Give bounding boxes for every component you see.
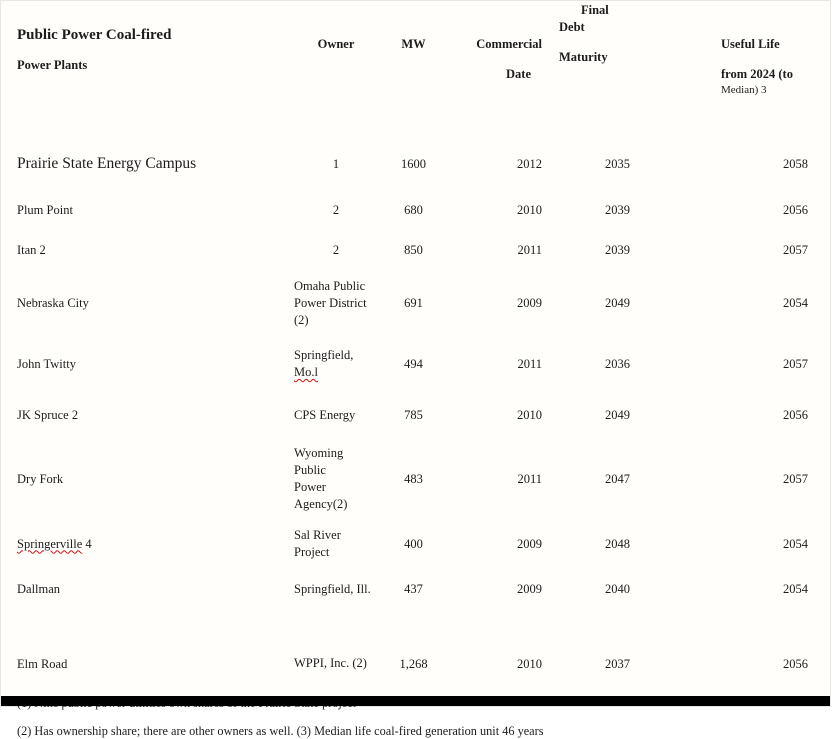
useful-life-header-line3: Median) 3 <box>721 84 767 96</box>
table-subtitle: Power Plants <box>17 58 88 72</box>
mw-header-label: MW <box>401 37 426 51</box>
cell-owner: 2 <box>332 242 340 257</box>
cell-debt-maturity: 2036 <box>605 356 630 371</box>
cell-commercial-date: 2012 <box>517 156 542 171</box>
cell-commercial-date: 2009 <box>517 295 542 310</box>
commercial-header-label: Commercial <box>476 37 542 51</box>
useful-life-header-line2: from 2024 (to <box>721 67 793 81</box>
cell-commercial-date: 2010 <box>517 202 542 217</box>
cell-plant: Nebraska City <box>17 295 89 310</box>
useful-life-header-label: Useful Life <box>721 37 780 51</box>
cell-mw: 483 <box>404 471 423 486</box>
cell-plant: Dry Fork <box>17 471 64 486</box>
maturity-header-label: Maturity <box>559 50 608 64</box>
cell-useful-life: 2054 <box>783 581 808 596</box>
table-row <box>1 392 832 438</box>
bottom-black-bar <box>1 696 830 706</box>
cell-debt-maturity: 2049 <box>605 407 630 422</box>
col-header-power-plants <box>1 1 281 138</box>
cell-owner: CPS Energy <box>294 407 356 422</box>
final-header-label: Final <box>581 3 609 17</box>
cell-owner <box>281 270 391 336</box>
table-row <box>1 138 832 190</box>
table-header <box>1 1 832 138</box>
cell-plant <box>1 520 281 568</box>
table-body <box>1 138 832 684</box>
owner-line: Sal River <box>294 528 341 542</box>
cell-plant: Prairie State Energy Campus <box>17 155 197 172</box>
cell-commercial-date: 2011 <box>517 356 542 371</box>
plant-name-suffix: 4 <box>82 536 92 551</box>
footnote-2: (2) Has ownership share; there are other owners as well. (3) Median life coal-fired generation unit 46 years <box>17 724 544 738</box>
cell-debt-maturity: 2048 <box>605 536 630 551</box>
owner-line: Power <box>294 480 326 494</box>
owner-line: Wyoming <box>294 446 344 460</box>
owner-line: Public <box>294 463 326 477</box>
cell-owner: 2 <box>332 202 340 217</box>
col-header-final-debt-maturity <box>546 1 636 138</box>
cell-commercial-date: 2011 <box>517 242 542 257</box>
cell-debt-maturity: 2039 <box>605 242 630 257</box>
table-row <box>1 568 832 610</box>
table-row <box>1 438 832 520</box>
debt-header-label: Debt <box>559 20 585 34</box>
cell-useful-life: 2056 <box>783 407 808 422</box>
plant-name-misspelled: Springerville <box>17 536 83 551</box>
cell-mw: 400 <box>404 536 423 551</box>
cell-plant: Elm Road <box>17 657 68 671</box>
cell-debt-maturity: 2037 <box>605 657 630 671</box>
cell-owner: WPPI, Inc. (2) <box>294 656 367 670</box>
owner-line: Omaha Public <box>294 278 366 293</box>
cell-useful-life: 2056 <box>783 657 808 671</box>
table-row <box>1 230 832 270</box>
table-row <box>1 520 832 568</box>
cell-useful-life: 2057 <box>783 242 808 257</box>
col-header-owner <box>281 1 391 138</box>
owner-line: Agency(2) <box>294 497 348 511</box>
cell-useful-life: 2056 <box>783 202 808 217</box>
cell-mw: 1600 <box>401 156 426 171</box>
cell-debt-maturity: 2040 <box>605 581 630 596</box>
cell-owner <box>281 336 391 392</box>
cell-plant: Dallman <box>17 581 61 596</box>
cell-plant: Plum Point <box>17 202 73 217</box>
power-plants-table <box>1 1 832 684</box>
cell-plant: Itan 2 <box>17 242 46 257</box>
cell-commercial-date: 2010 <box>517 657 542 671</box>
cell-useful-life: 2057 <box>783 356 808 371</box>
cell-mw: 494 <box>404 356 423 371</box>
cell-debt-maturity: 2049 <box>605 295 630 310</box>
cell-owner: 1 <box>332 156 340 171</box>
owner-line: (2) <box>294 312 309 327</box>
cell-mw: 1,268 <box>399 657 428 671</box>
cell-mw: 691 <box>404 295 423 310</box>
owner-line: Springfield, <box>294 348 354 362</box>
table-title: Public Power Coal-fired <box>17 27 172 43</box>
cell-mw: 437 <box>404 581 423 596</box>
cell-owner <box>281 438 391 520</box>
col-header-useful-life <box>636 1 832 138</box>
col-header-commercial-date <box>436 1 546 138</box>
table-row <box>1 270 832 336</box>
header-row <box>1 1 832 138</box>
owner-line: Power District <box>294 295 367 310</box>
table-row <box>1 190 832 230</box>
table-row <box>1 336 832 392</box>
cell-plant: JK Spruce 2 <box>17 407 79 422</box>
cell-useful-life: 2057 <box>783 471 808 486</box>
cell-commercial-date: 2010 <box>517 407 542 422</box>
cell-plant: John Twitty <box>17 356 76 371</box>
cell-owner: Springfield, Ill. <box>294 581 371 596</box>
cell-useful-life: 2054 <box>783 536 808 551</box>
cell-commercial-date: 2011 <box>517 471 542 486</box>
cell-debt-maturity: 2035 <box>605 156 630 171</box>
table-row <box>1 610 832 684</box>
owner-header-label: Owner <box>317 37 355 51</box>
cell-commercial-date: 2009 <box>517 581 542 596</box>
owner-line-misspelled: Mo.l <box>294 365 318 379</box>
cell-owner <box>281 520 391 568</box>
cell-mw: 680 <box>404 202 423 217</box>
cell-mw: 785 <box>404 407 423 422</box>
cell-useful-life: 2054 <box>783 295 808 310</box>
cell-debt-maturity: 2047 <box>605 471 630 486</box>
date-header-label: Date <box>506 67 531 81</box>
cell-debt-maturity: 2039 <box>605 202 630 217</box>
cell-useful-life: 2058 <box>783 156 808 171</box>
col-header-mw <box>391 1 436 138</box>
cell-mw: 850 <box>404 242 423 257</box>
owner-line: Project <box>294 545 330 559</box>
cell-commercial-date: 2009 <box>517 536 542 551</box>
